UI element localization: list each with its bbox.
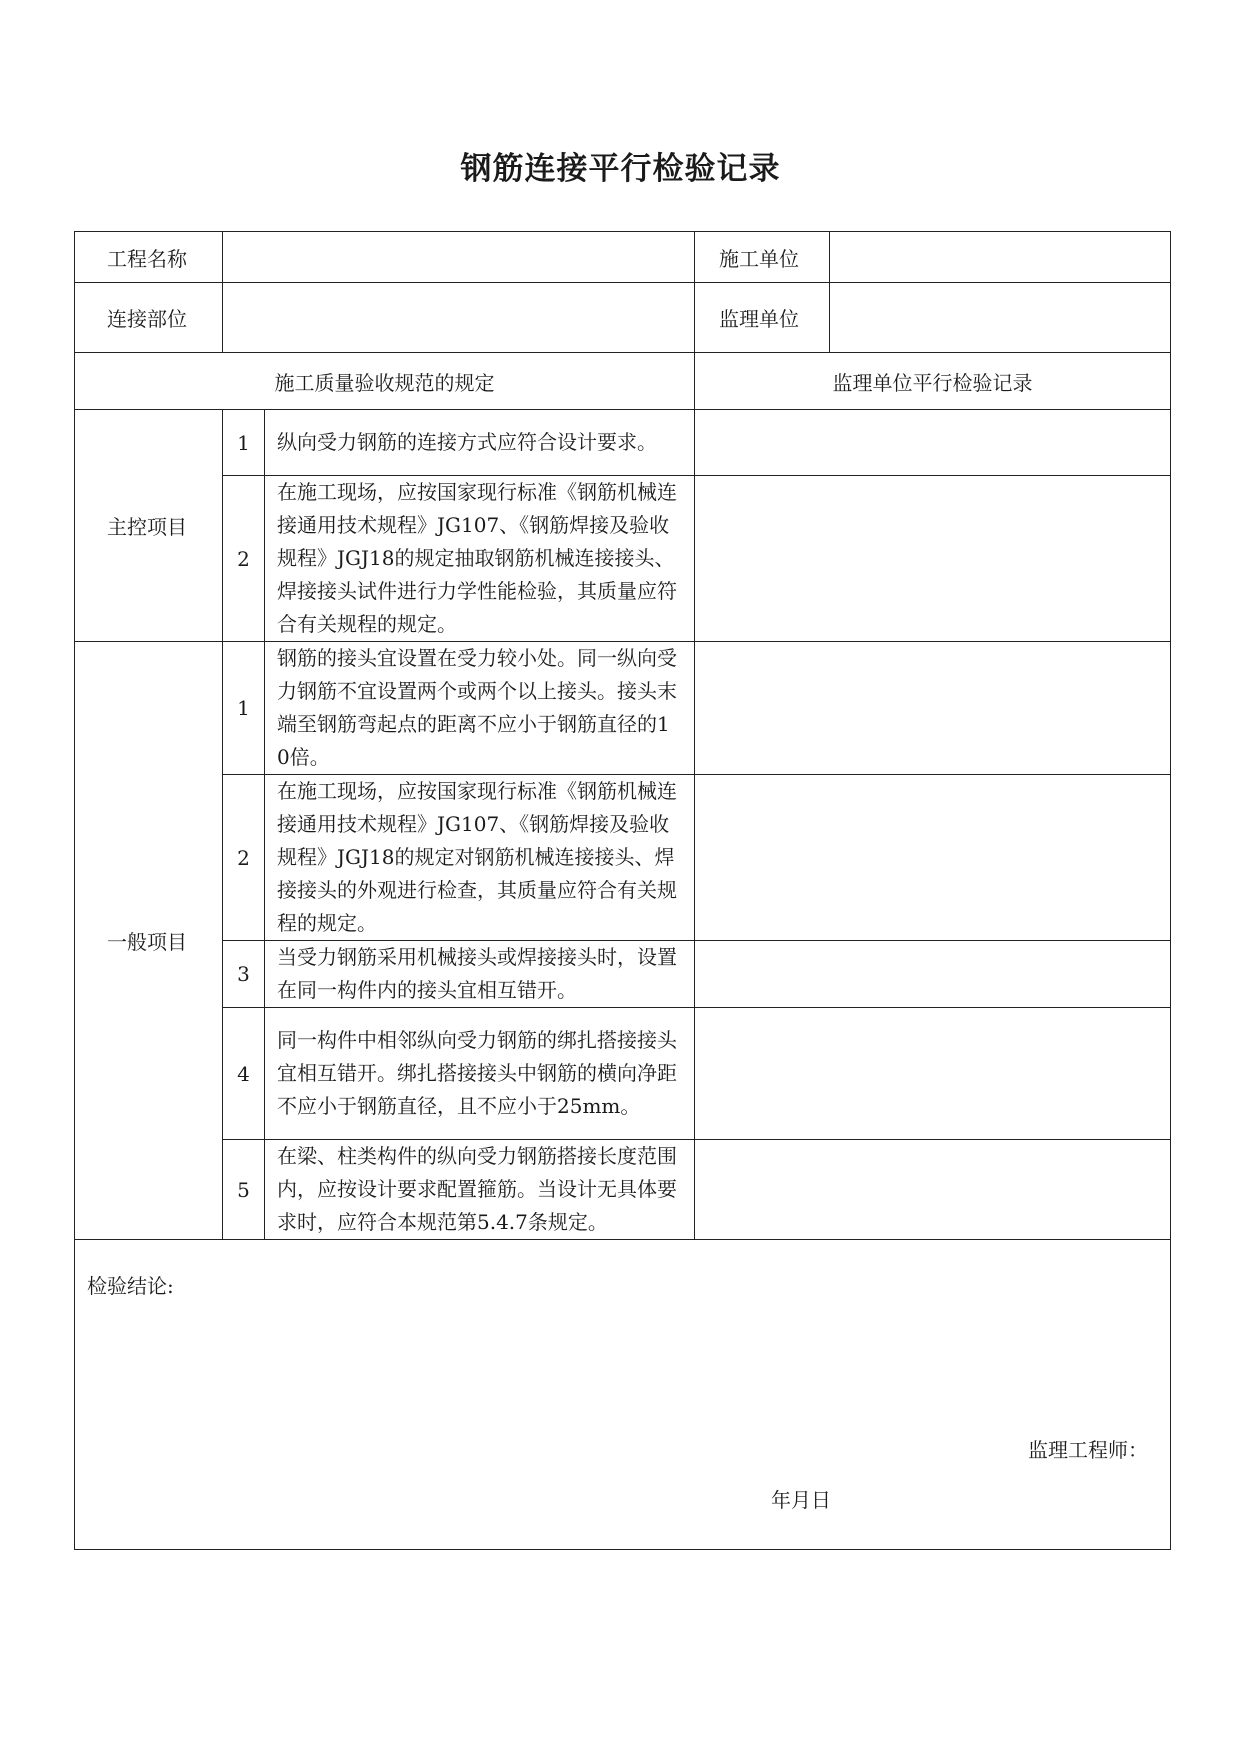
project-name-label: 工程名称: [75, 232, 223, 283]
record-cell[interactable]: [695, 642, 1171, 775]
supervision-unit-label: 监理单位: [695, 283, 830, 353]
main-control-label: 主控项目: [75, 410, 223, 642]
item-text: 钢筋的接头宜设置在受力较小处。同一纵向受力钢筋不宜设置两个或两个以上接头。接头末端至钢筋弯起点的距离不应小于钢筋直径的10倍。: [265, 642, 695, 775]
item-number: 4: [223, 1008, 265, 1140]
item-text: 在施工现场，应按国家现行标准《钢筋机械连接通用技术规程》JG107、《钢筋焊接及验收规程》JGJ18的规定对钢筋机械连接接头、焊接接头的外观进行检查，其质量应符合有关规程的规定。: [265, 775, 695, 941]
record-column-header: 监理单位平行检验记录: [695, 353, 1171, 410]
general-items-label: 一般项目: [75, 642, 223, 1240]
conclusion-row: [75, 1240, 1171, 1550]
header-row-connection: [75, 283, 1171, 353]
item-number: 2: [223, 476, 265, 642]
record-cell[interactable]: [695, 1140, 1171, 1240]
record-cell[interactable]: [695, 476, 1171, 642]
item-number: 1: [223, 642, 265, 775]
item-text: 纵向受力钢筋的连接方式应符合设计要求。: [265, 410, 695, 476]
connection-part-label: 连接部位: [75, 283, 223, 353]
item-text: 当受力钢筋采用机械接头或焊接接头时，设置在同一构件内的接头宜相互错开。: [265, 941, 695, 1008]
item-number: 1: [223, 410, 265, 476]
record-cell[interactable]: [695, 410, 1171, 476]
item-number: 5: [223, 1140, 265, 1240]
date-label: 年月日: [771, 1488, 831, 1512]
page-title: 钢筋连接平行检验记录: [460, 151, 781, 187]
connection-part-field[interactable]: [223, 283, 695, 353]
table-row: [75, 1140, 1171, 1240]
table-row: [75, 410, 1171, 476]
conclusion-label: 检验结论:: [87, 1274, 174, 1298]
record-cell[interactable]: [695, 775, 1171, 941]
table-row: [75, 1008, 1171, 1140]
table-row: [75, 476, 1171, 642]
project-name-field[interactable]: [223, 232, 695, 283]
engineer-signature-label: 监理工程师：: [1028, 1438, 1148, 1462]
item-text: 在施工现场，应按国家现行标准《钢筋机械连接通用技术规程》JG107、《钢筋焊接及验收规程》JGJ18的规定抽取钢筋机械连接接头、焊接接头试件进行力学性能检验，其质量应符合有关规程的规定。: [265, 476, 695, 642]
item-number: 2: [223, 775, 265, 941]
table-row: [75, 642, 1171, 775]
construction-unit-label: 施工单位: [695, 232, 830, 283]
header-row-project: [75, 232, 1171, 283]
item-number: 3: [223, 941, 265, 1008]
table-row: [75, 941, 1171, 1008]
conclusion-cell[interactable]: [75, 1240, 1171, 1550]
item-text: 同一构件中相邻纵向受力钢筋的绑扎搭接接头宜相互错开。绑扎搭接接头中钢筋的横向净距不应小于钢筋直径，且不应小于25mm。: [265, 1008, 695, 1140]
construction-unit-field[interactable]: [830, 232, 1171, 283]
column-header-row: [75, 353, 1171, 410]
item-text: 在梁、柱类构件的纵向受力钢筋搭接长度范围内，应按设计要求配置箍筋。当设计无具体要求时，应符合本规范第5.4.7条规定。: [265, 1140, 695, 1240]
record-cell[interactable]: [695, 1008, 1171, 1140]
spec-column-header: 施工质量验收规范的规定: [75, 353, 695, 410]
record-cell[interactable]: [695, 941, 1171, 1008]
supervision-unit-field[interactable]: [830, 283, 1171, 353]
table-row: [75, 775, 1171, 941]
inspection-record-table: [74, 231, 1171, 1550]
